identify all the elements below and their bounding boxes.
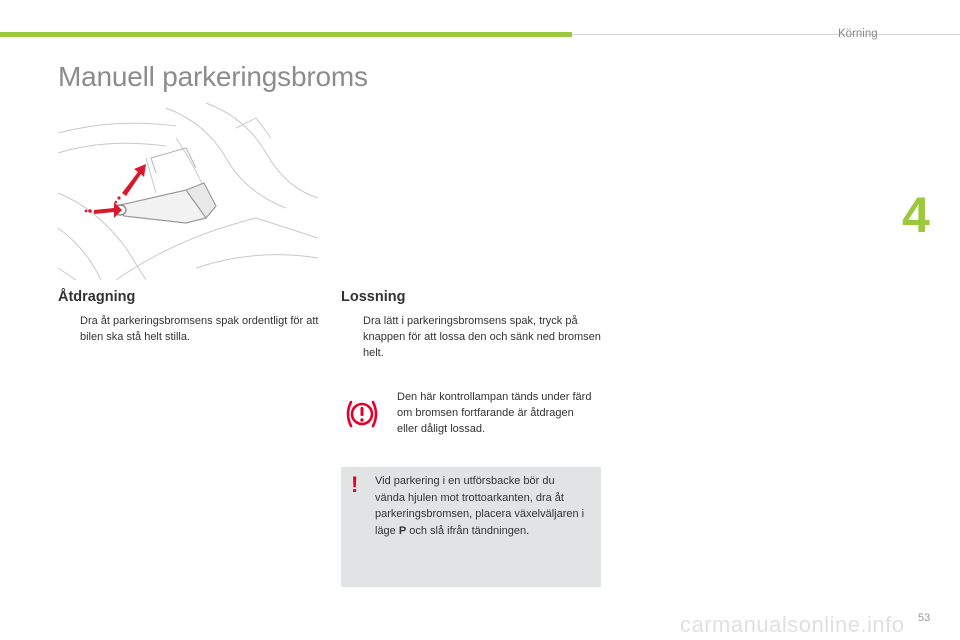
bullet-lossning xyxy=(341,313,606,367)
handbrake-illustration xyxy=(56,98,326,280)
section-label: Körning xyxy=(838,28,878,40)
bullet-text: Dra lätt i parkeringsbromsens spak, tryck på knappen för att lossa den och sänk ned bromsen helt. xyxy=(363,315,601,359)
heading-atdragning: Åtdragning xyxy=(58,289,136,305)
note-text-part: och slå ifrån tändningen. xyxy=(406,524,530,537)
header-accent-bar xyxy=(0,32,572,37)
chapter-number: 4 xyxy=(902,187,930,243)
lamp-description: Den här kontrollampan tänds under färd om bromsen fortfarande är åtdragen eller dåligt lossad. xyxy=(397,391,592,435)
bullet-atdragning xyxy=(58,313,328,353)
gear-position-p: P xyxy=(398,524,407,537)
bullet-text: Dra åt parkeringsbromsens spak ordentligt för att bilen ska stå helt stilla. xyxy=(80,315,319,343)
note-text-part: Vid parkering i en utförsbacke bör du vända hjulen mot trottoarkanten, dra åt parkeringsbromsen, placera växelväljaren i läge xyxy=(375,475,585,537)
brake-warning-lamp-icon xyxy=(344,398,380,430)
page-number: 53 xyxy=(918,612,931,624)
watermark: carmanualsonline.info xyxy=(680,612,905,637)
header-divider xyxy=(572,34,960,35)
exclamation-icon: ! xyxy=(351,472,359,497)
note-text xyxy=(375,473,585,539)
page-title: Manuell parkeringsbroms xyxy=(58,61,368,92)
heading-lossning: Lossning xyxy=(341,289,406,305)
